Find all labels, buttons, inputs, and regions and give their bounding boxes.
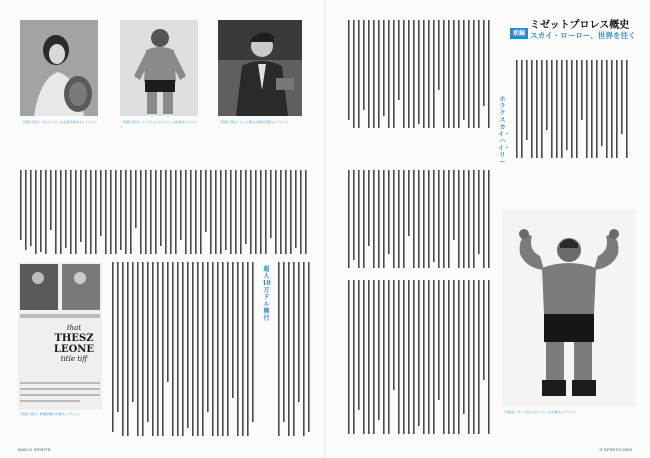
text-column: [346, 20, 494, 130]
vertical-text-lines: [346, 280, 494, 436]
photo-newspaper-caption: （写真下段左）新聞記事の写真キャプション: [18, 412, 80, 416]
photo-wrestler: [120, 20, 198, 116]
text-column: [346, 170, 494, 270]
clipping-line-that: that: [66, 324, 82, 332]
vertical-text-lines: [514, 60, 632, 160]
clipping-line-title-tiff: title tiff: [60, 355, 88, 363]
series-badge: 前編: [510, 28, 528, 39]
article-title: ミゼットプロレス概史: [530, 20, 630, 31]
folio-left: 0000 G SPIRITS: [18, 447, 51, 452]
vertical-text-lines: [346, 20, 494, 130]
photo-woman-image: [20, 20, 98, 116]
photo-woman-caption: （写真上段左）小人レスラーの女性写真のキャプション: [20, 120, 98, 124]
photo-man-suit: [218, 20, 302, 116]
section-heading: 超人10万ドル興行: [262, 266, 271, 322]
text-column: [110, 262, 256, 438]
photo-woman: [20, 20, 98, 116]
photo-flexing-wrestler-caption: （写真右）ポーズをとるレスラーの写真キャプション: [502, 410, 576, 414]
page-gutter: [324, 0, 326, 458]
text-column: [346, 280, 494, 436]
text-column: [514, 60, 632, 160]
vertical-text-lines: [346, 170, 494, 270]
folio-right: G SPIRITS 0000: [599, 447, 632, 452]
text-column: [276, 262, 310, 438]
clipping-line-thesz: THESZ: [54, 333, 94, 344]
article-subtitle: スカイ・ローロー、世界を往く: [530, 31, 636, 40]
photo-wrestler-image: [120, 20, 198, 116]
vertical-text-lines: [18, 170, 308, 256]
photo-wrestler-caption: （写真上段中）リングに立つレスラーの写真キャプション: [120, 120, 198, 129]
photo-man-suit-image: [218, 20, 302, 116]
photo-flexing-wrestler: [502, 210, 636, 406]
photo-man-suit-caption: （写真上段右）スーツ姿の人物の写真キャプション: [218, 120, 289, 124]
section-heading: ホラクスカイ・ハイ・リー: [498, 96, 511, 166]
vertical-text-lines: [276, 262, 310, 438]
photo-newspaper-clipping: [18, 262, 102, 410]
clipping-line-leone: LEONE: [53, 344, 95, 355]
text-column: [18, 170, 308, 256]
article-header: [510, 16, 636, 46]
flexing-wrestler-image: [502, 210, 636, 406]
vertical-text-lines: [110, 262, 256, 438]
